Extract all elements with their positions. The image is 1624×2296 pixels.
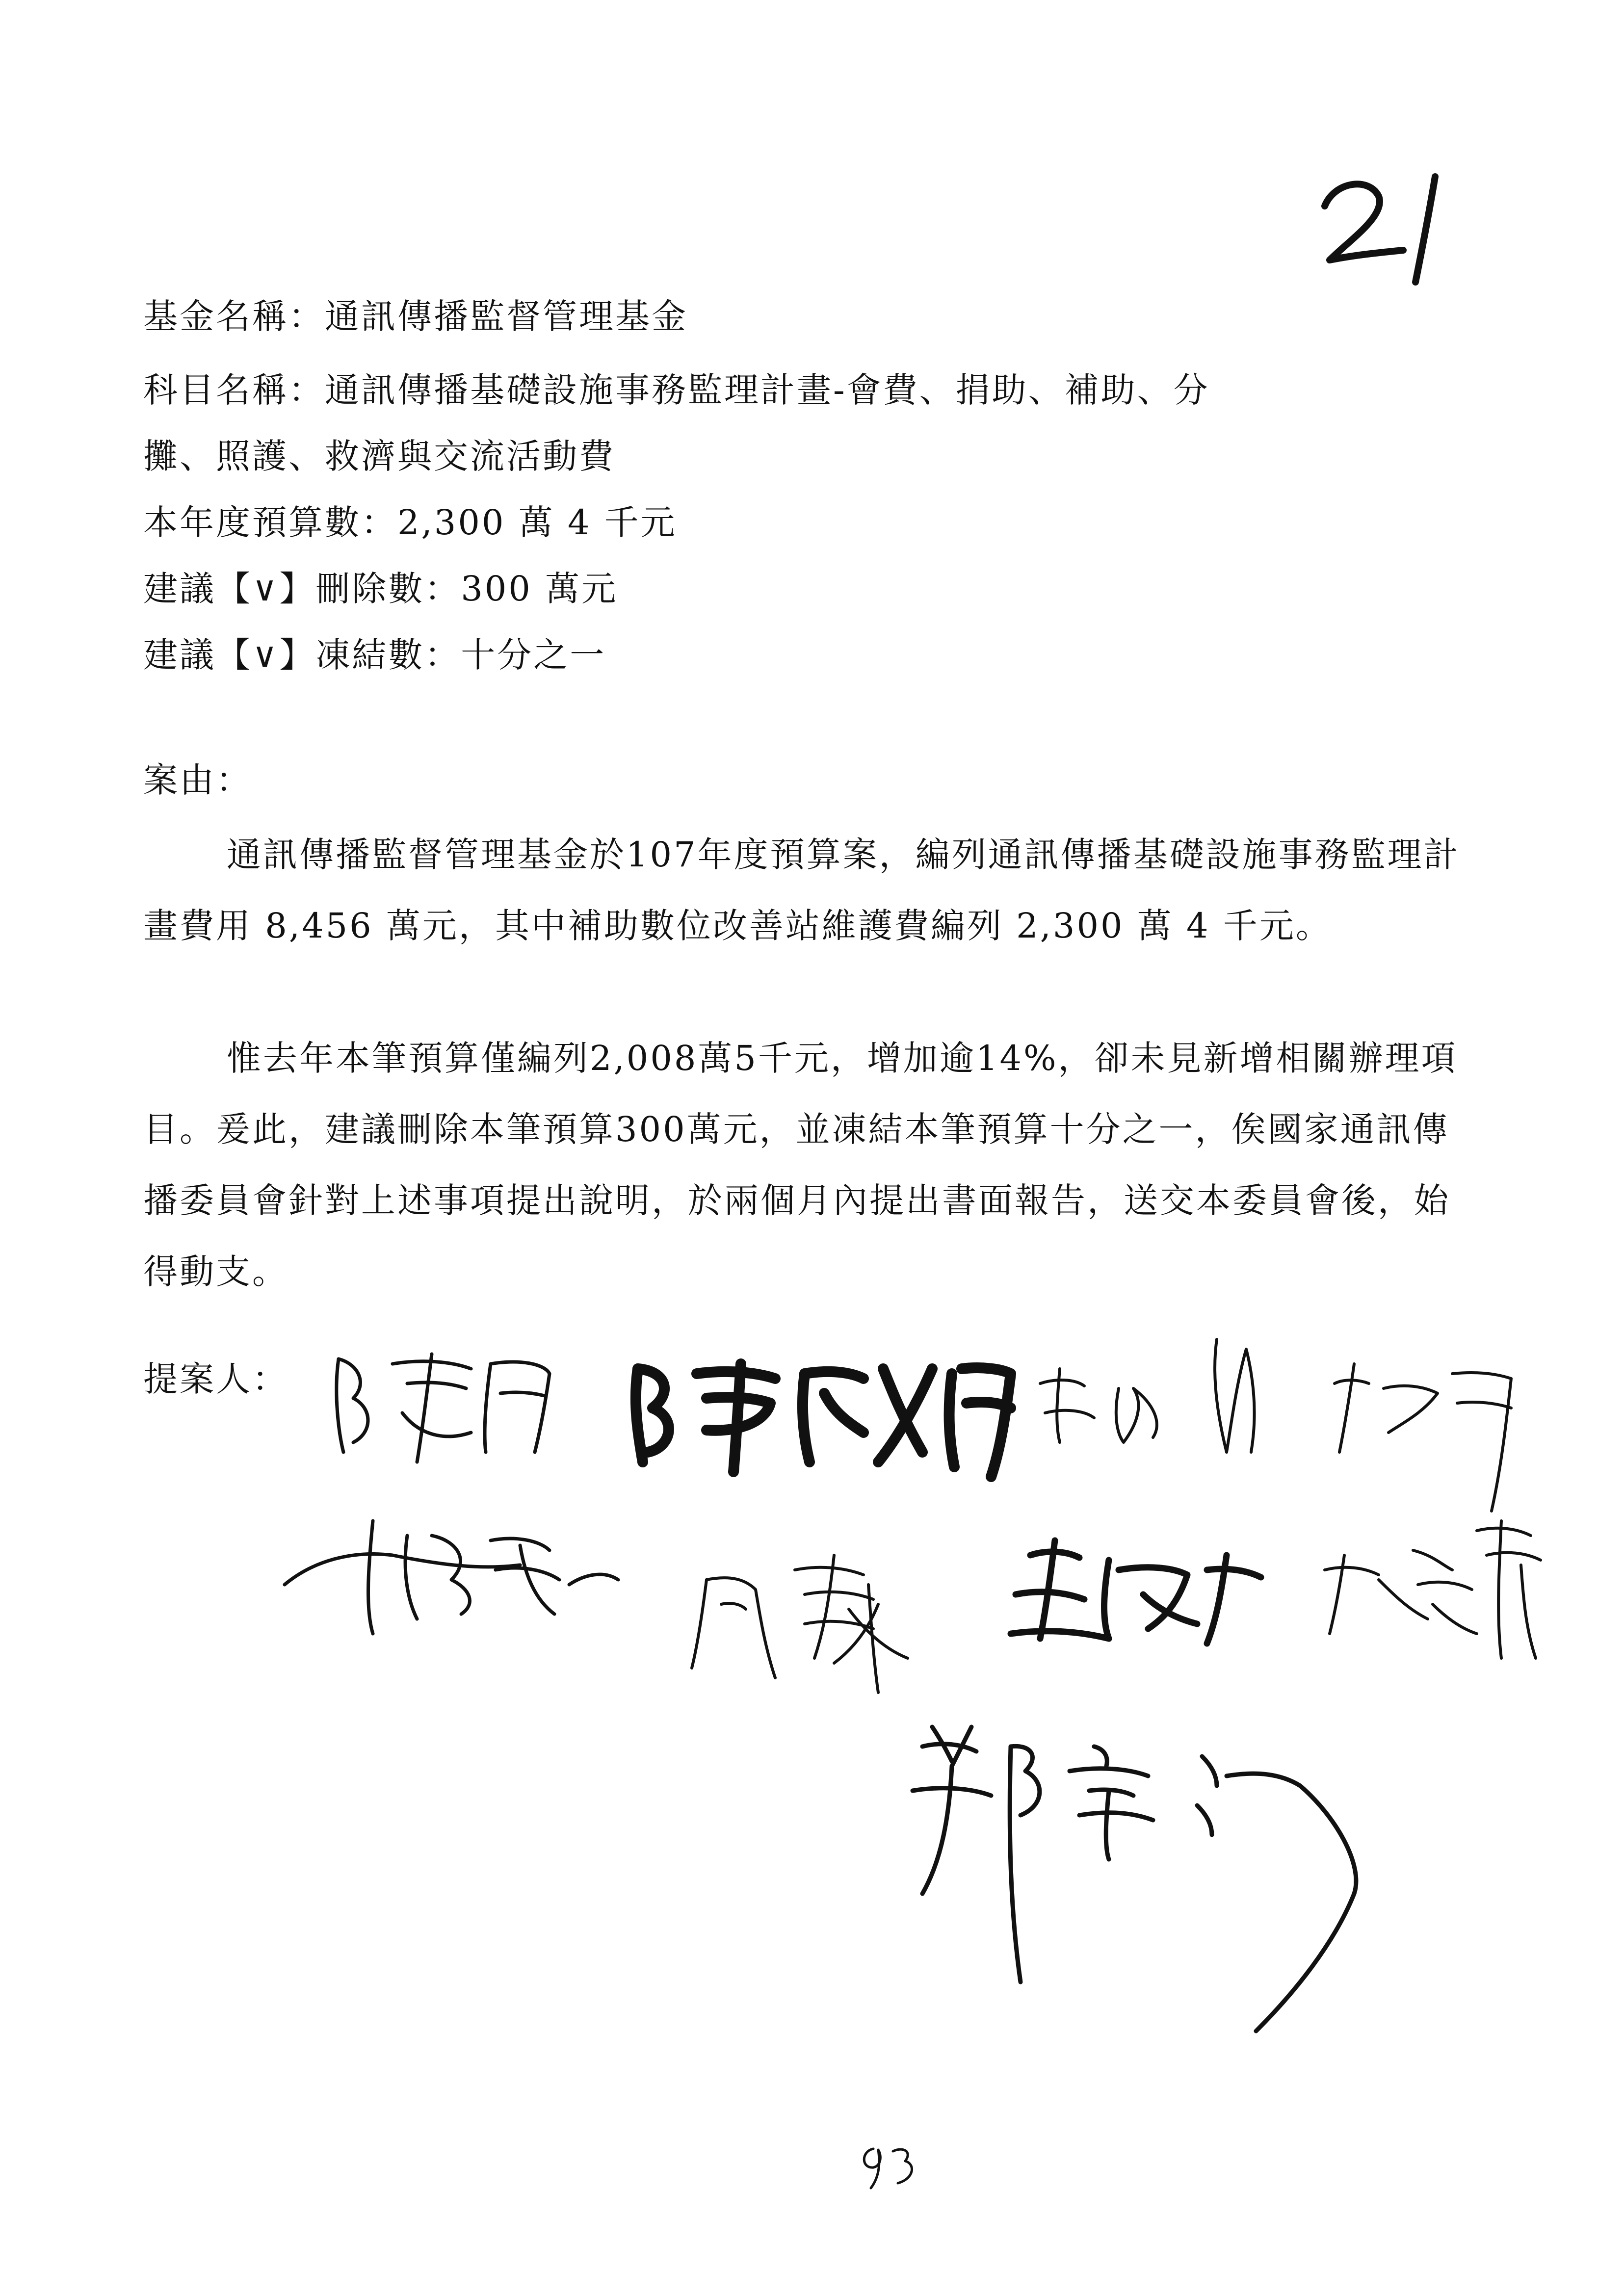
subject-name-line2: 攤、照護、救濟與交流活動費 xyxy=(143,436,615,476)
reason-paragraph-2-text: 惟去年本筆預算僅編列2,008萬5千元，增加逾14%，卻未見新增相關辦理項目。爰此，建議刪除本筆預算300萬元，並凍結本筆預算十分之一，俟國家通訊傳播委員會針對上述事項提出說明，於兩個月內提出書面報告，送交本委員會後，始得動支。 xyxy=(143,1038,1458,1292)
handwritten-page-number xyxy=(854,2139,922,2193)
budget-amount: 本年度預算數：2,300 萬 4 千元 xyxy=(143,502,677,543)
signature-9 xyxy=(913,1727,1356,2031)
fund-name: 基金名稱：通訊傳播監督管理基金 xyxy=(143,296,688,337)
delete-amount: 建議【∨】刪除數：300 萬元 xyxy=(143,569,618,609)
signature-5 xyxy=(285,1521,618,1634)
reason-label: 案由： xyxy=(143,760,252,800)
freeze-amount: 建議【∨】凍結數：十分之一 xyxy=(143,635,606,675)
proposer-label: 提案人： xyxy=(143,1359,288,1399)
signature-2 xyxy=(636,1364,1011,1477)
signature-4 xyxy=(1335,1364,1511,1511)
subject-name-line1: 科目名稱：通訊傳播基礎設施事務監理計畫-會費、捐助、補助、分 xyxy=(143,370,1210,410)
signature-7 xyxy=(1011,1540,1261,1644)
signature-6 xyxy=(692,1555,908,1693)
signature-1 xyxy=(337,1354,550,1462)
signature-8 xyxy=(1325,1521,1541,1658)
signature-3 xyxy=(1040,1339,1255,1452)
reason-paragraph-1-text: 通訊傳播監督管理基金於107年度預算案，編列通訊傳播基礎設施事務監理計畫費用 8,456 萬元，其中補助數位改善站維護費編列 2,300 萬 4 千元。 xyxy=(143,835,1460,946)
